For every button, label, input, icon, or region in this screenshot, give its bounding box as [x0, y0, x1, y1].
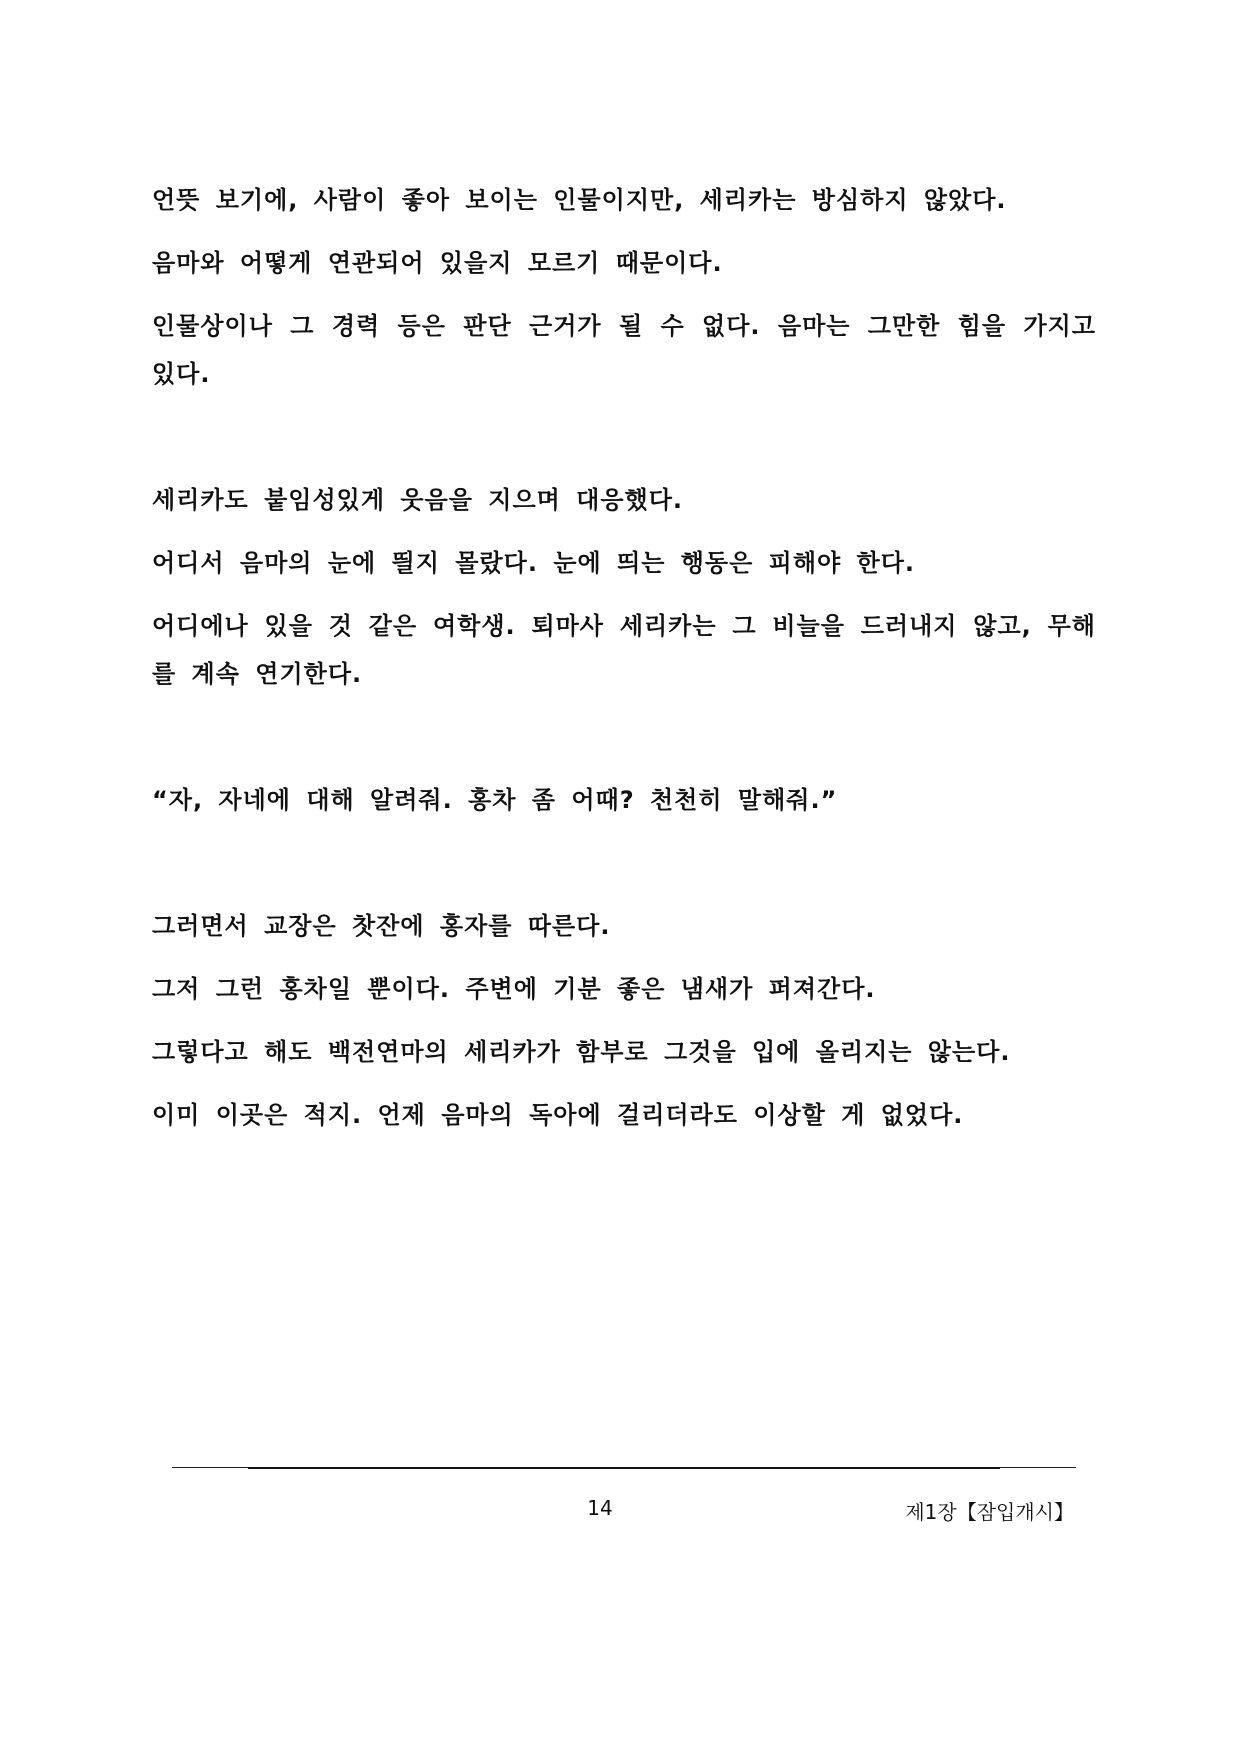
paragraph: 음마와 어떻게 연관되어 있을지 모르기 때문이다.: [152, 249, 723, 277]
chapter-title: 제1장【잠입개시】: [905, 1500, 1074, 1524]
paragraph: 그저 그런 홍차일 뿐이다. 주변에 기분 좋은 냄새가 퍼져간다.: [152, 975, 876, 1003]
paragraph: 언뜻 보기에, 사람이 좋아 보이는 인물이지만, 세리카는 방심하지 않았다.: [152, 186, 1007, 214]
paragraph-gap: [152, 839, 1096, 902]
paragraph: 어디서 음마의 눈에 띌지 몰랐다. 눈에 띄는 행동은 피해야 한다.: [152, 549, 916, 577]
footer-divider-accent: [248, 1467, 1000, 1469]
body-text: [152, 176, 1096, 1154]
dialogue-line: “자, 자네에 대해 알려줘. 홍차 좀 어때? 천천히 말해줘.”: [152, 786, 838, 814]
paragraph-gap: [152, 713, 1096, 776]
paragraph: 그렇다고 해도 백전연마의 세리카가 함부로 그것을 입에 올리지는 않는다.: [152, 1038, 1011, 1066]
paragraph: 세리카도 붙임성있게 웃음을 지으며 대응했다.: [152, 486, 684, 514]
paragraph: 그러면서 교장은 찻잔에 홍자를 따른다.: [152, 912, 611, 940]
paragraph: 어디에나 있을 것 같은 여학생. 퇴마사 세리카는 그 비늘을 드러내지 않고, 무해를 계속 연기한다.: [152, 612, 1096, 688]
paragraph: 이미 이곳은 적지. 언제 음마의 독아에 걸리더라도 이상할 게 없었다.: [152, 1101, 964, 1129]
paragraph: 인물상이나 그 경력 등은 판단 근거가 될 수 없다. 음마는 그만한 힘을 가지고 있다.: [152, 312, 1096, 388]
page-number: 14: [587, 1496, 613, 1520]
paragraph-gap: [152, 413, 1096, 476]
